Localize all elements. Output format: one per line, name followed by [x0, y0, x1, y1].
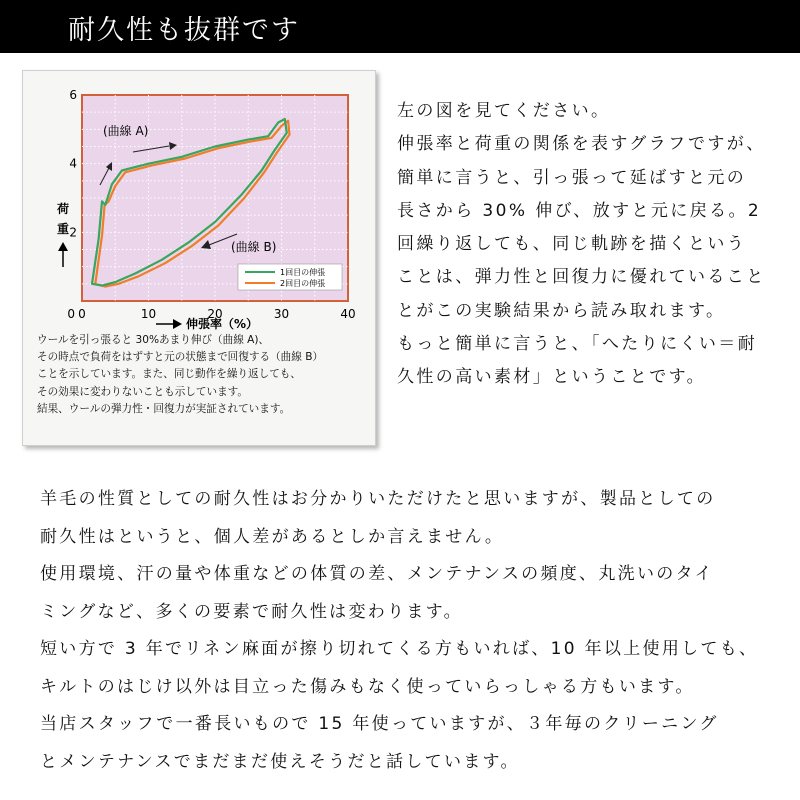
figure-caption	[37, 332, 373, 418]
header-bar	[0, 0, 800, 53]
caption-line: その時点で負荷をはずすと元の状態まで回復する（曲線 B）	[37, 351, 324, 364]
x-tick-label: 20	[207, 307, 223, 321]
text-line: 久性の高い素材」ということです。	[397, 367, 707, 388]
chart-legend	[238, 264, 342, 290]
explanation-paragraph	[397, 95, 792, 395]
y-tick-label: 2	[69, 225, 77, 240]
text-line: 羊毛の性質としての耐久性はお分かりいただけたと思いますが、製品としての	[40, 489, 716, 509]
caption-line: ことを示しています。また、同じ動作を繰り返しても、	[37, 368, 301, 381]
text-line: 回繰り返しても、同じ軌跡を描くという	[397, 234, 747, 255]
y-axis-label-top: 荷	[56, 202, 70, 216]
text-line: 使用環境、汗の量や体重などの体質の差、メンテナンスの頻度、丸洗いのタイ	[40, 564, 714, 584]
x-tick-label: 30	[273, 307, 290, 321]
stress-strain-chart	[23, 71, 375, 333]
annotation-curve-b: (曲線 B)	[231, 240, 277, 254]
text-line: 左の図を見てください。	[397, 101, 611, 121]
text-line: 長さから 30% 伸び、放すと元に戻る。2	[397, 200, 762, 221]
text-line: とメンテナンスでまだまだ使えそうだと話しています。	[40, 751, 520, 772]
figure-panel	[22, 70, 376, 446]
y-tick-label: 4	[69, 156, 77, 171]
x-axis-label: 伸張率（%）	[186, 317, 259, 331]
text-line: もっと簡単に言うと、「へたりにくい＝耐	[397, 334, 758, 355]
legend-label-first: 1回目の伸張	[280, 268, 326, 277]
text-line: キルトのはじけ以外は目立った傷みもなく使っていらっしゃる方もいます。	[40, 676, 695, 697]
caption-line: 結果、ウールの弾力性・回復力が実証されています。	[37, 402, 291, 415]
text-line: 伸張率と荷重の関係を表すグラフですが、	[397, 134, 766, 155]
annotation-curve-a: (曲線 A)	[103, 124, 149, 138]
origin-tick-label: 0	[67, 307, 75, 321]
y-axis-label-bottom: 重	[56, 222, 70, 236]
text-line: ことは、弾力性と回復力に優れていること	[397, 267, 766, 288]
durability-paragraph	[40, 481, 790, 781]
text-line: 簡単に言うと、引っ張って延ばすと元の	[397, 167, 747, 188]
x-axis-arrow-icon	[156, 319, 182, 329]
page-title: 耐久性も抜群です	[68, 15, 300, 46]
text-line: 耐久性はというと、個人差があるとしか言えません。	[40, 526, 505, 547]
caption-line: ウールを引っ張ると 30%あまり伸び（曲線 A)、	[37, 334, 270, 346]
legend-label-second: 2回目の伸張	[280, 279, 326, 288]
y-axis-arrow-icon	[58, 242, 68, 267]
caption-line: その効果に変わりないことも示しています。	[37, 385, 249, 398]
text-line: とがこの実験結果から読み取れます。	[397, 300, 726, 321]
y-tick-label: 6	[69, 88, 77, 102]
text-line: ミングなど、多くの要素で耐久性は変わります。	[40, 601, 463, 622]
x-tick-label: 10	[140, 307, 157, 321]
text-line: 短い方で 3 年でリネン麻面が擦り切れてくる方もいれば、10 年以上使用しても、	[40, 639, 759, 659]
x-tick-label: 40	[340, 307, 356, 321]
text-line: 当店スタッフで一番長いもので 15 年使っていますが、３年毎のクリーニング	[40, 714, 719, 734]
x-tick-label: 0	[78, 307, 86, 321]
